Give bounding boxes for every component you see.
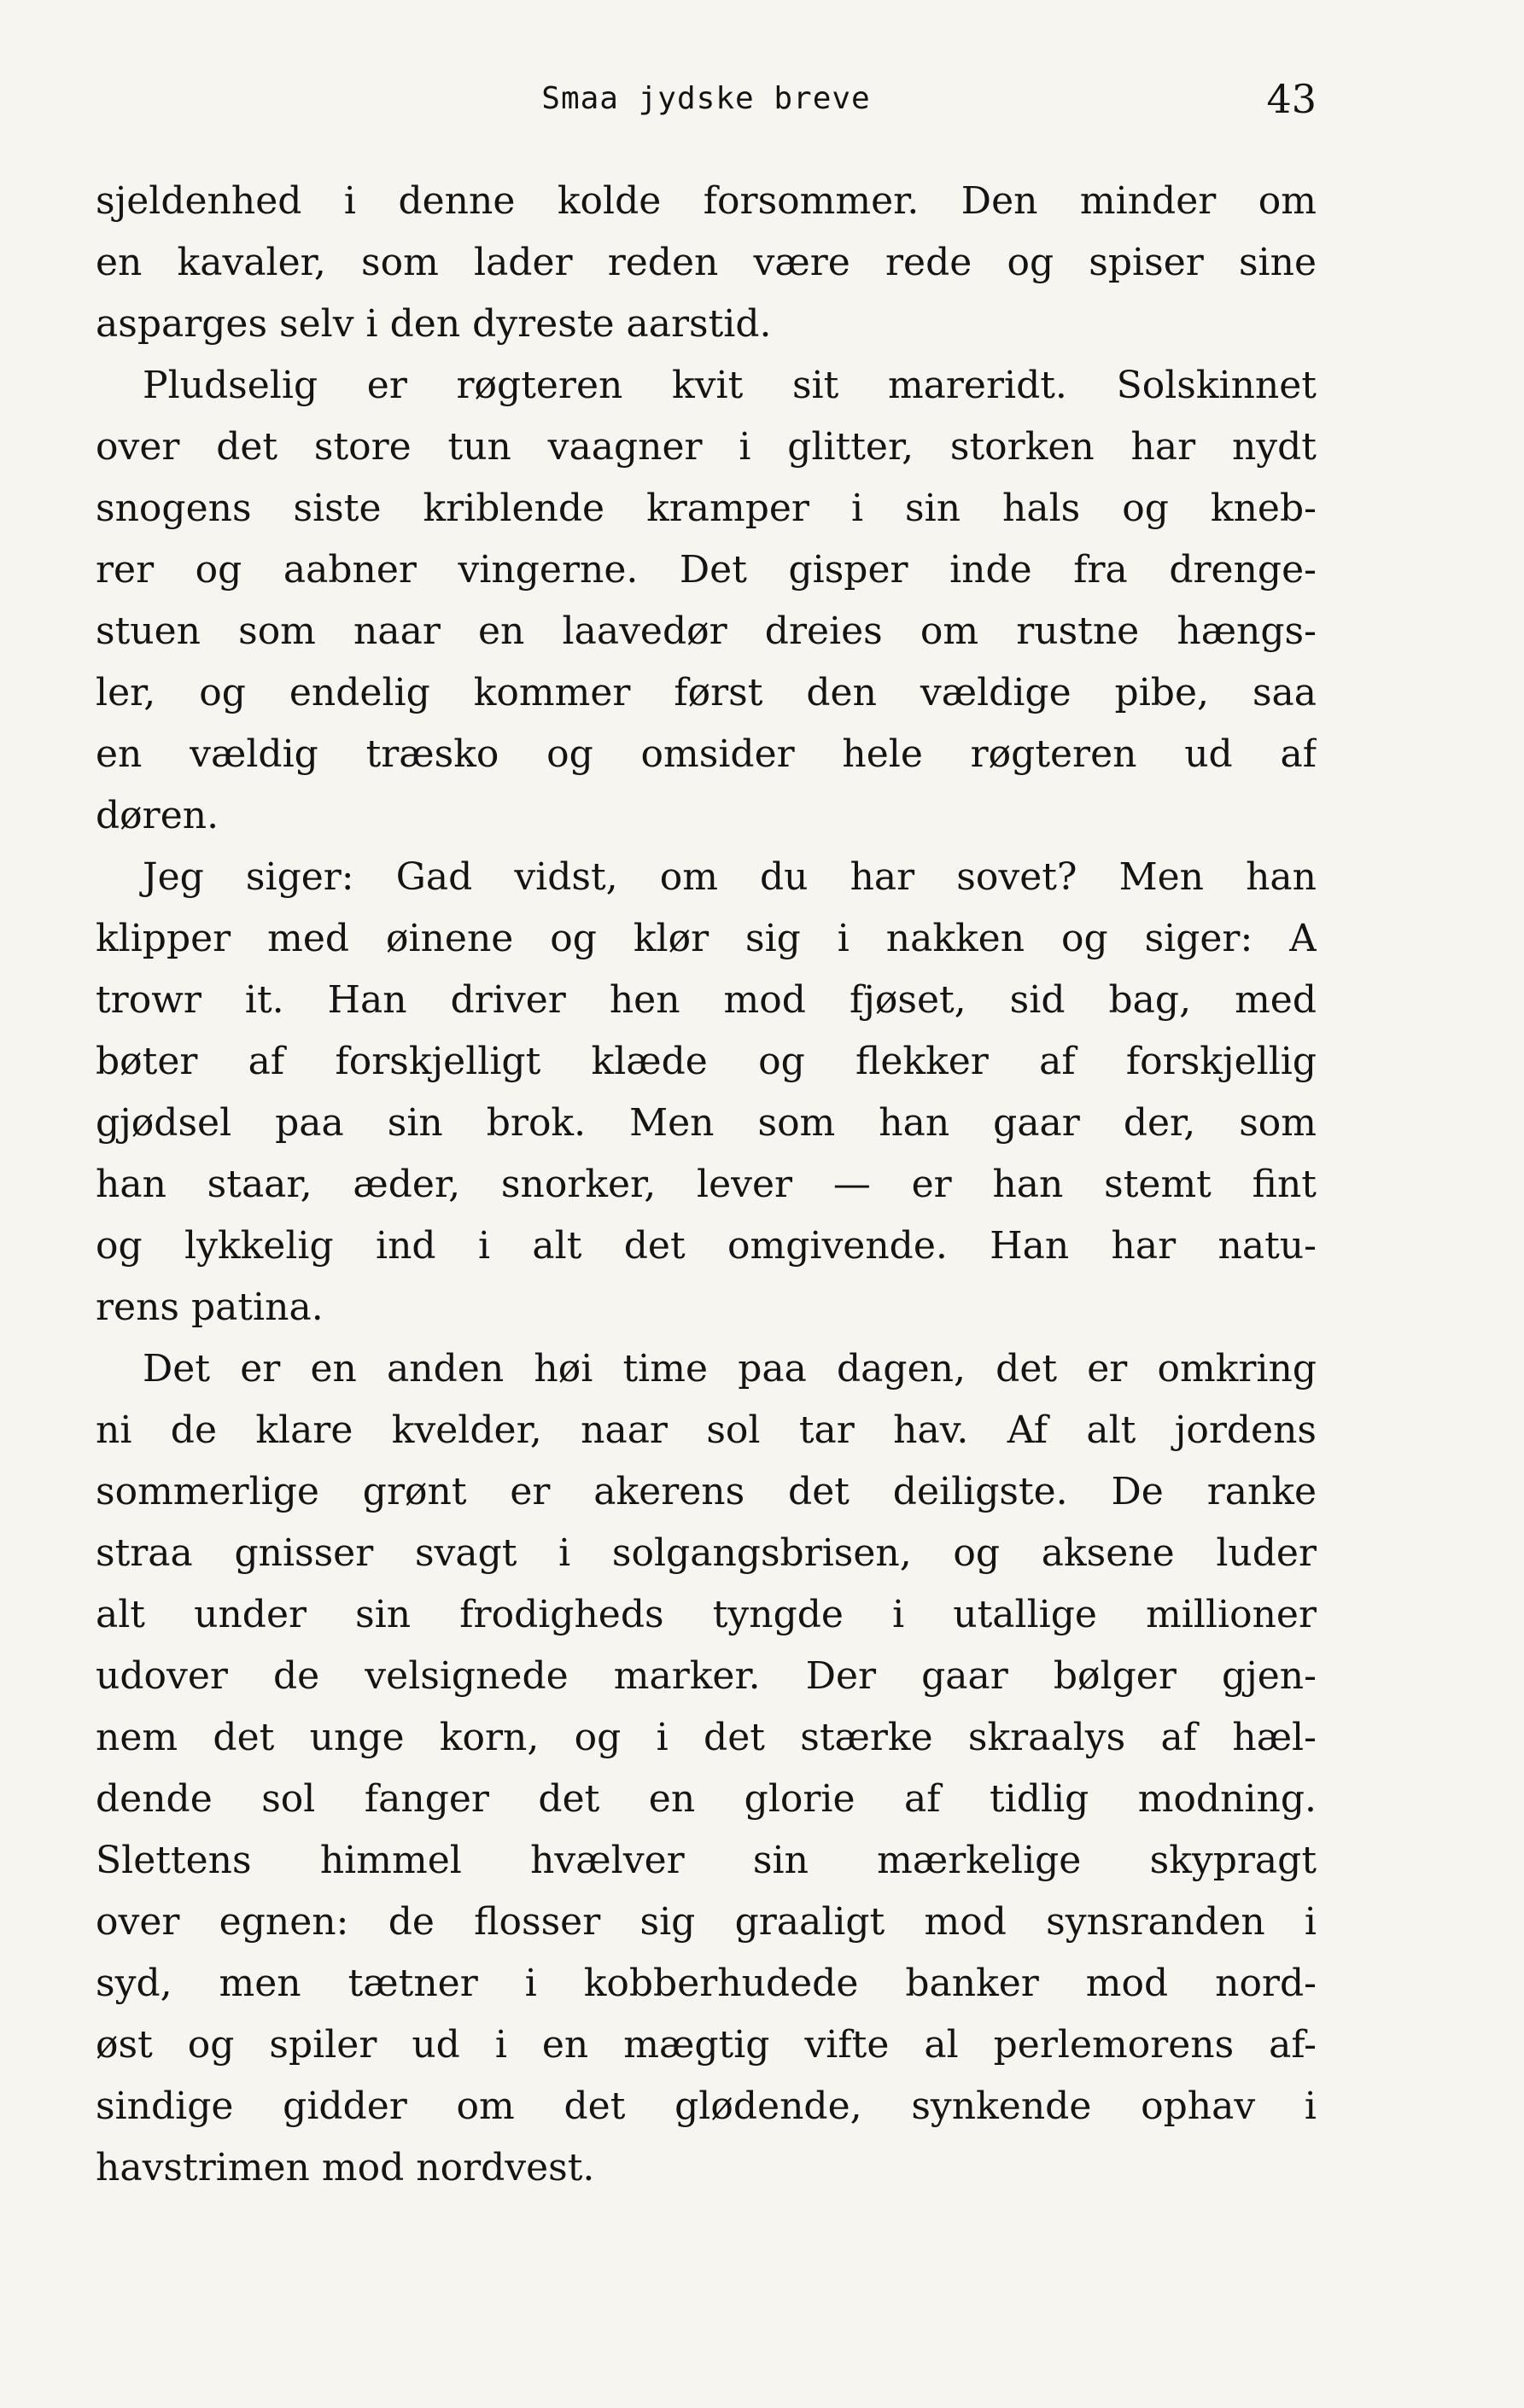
text-line: over egnen: de flosser sig graaligt mod synsranden i — [96, 1900, 1317, 1944]
text-line: straa gnisser svagt i solgangsbrisen, og aksene luder — [96, 1531, 1317, 1575]
text-line: trowr it. Han driver hen mod fjøset, sid bag, med — [96, 978, 1317, 1022]
text-line: alt under sin frodigheds tyngde i utallige millioner — [96, 1593, 1317, 1636]
text-line: klipper med øinene og klør sig i nakken og siger: A — [96, 917, 1317, 960]
text-line: dende sol fanger det en glorie af tidlig modning. — [96, 1777, 1317, 1821]
text-line: bøter af forskjelligt klæde og flekker af forskjellig — [96, 1040, 1317, 1083]
page-number: 43 — [1266, 76, 1317, 122]
text-line: stuen som naar en laavedør dreies om rustne hængs- — [96, 609, 1317, 653]
text-line: Jeg siger: Gad vidst, om du har sovet? Men han — [143, 855, 1317, 899]
paragraph — [96, 355, 1317, 847]
text-line: sommerlige grønt er akerens det deiligste. De ranke — [96, 1470, 1317, 1513]
running-header — [96, 75, 1317, 123]
text-line: gjødsel paa sin brok. Men som han gaar der, som — [96, 1101, 1317, 1145]
paragraph — [96, 171, 1317, 355]
paragraph — [96, 847, 1317, 1338]
text-line: døren. — [96, 794, 219, 837]
text-line: udover de velsignede marker. Der gaar bølger gjen- — [96, 1654, 1317, 1698]
text-line: han staar, æder, snorker, lever — er han stemt fint — [96, 1163, 1317, 1206]
text-line: en kavaler, som lader reden være rede og spiser sine — [96, 241, 1317, 284]
text-line: snogens siste kriblende kramper i sin hals og kneb- — [96, 487, 1317, 530]
text-line: syd, men tætner i kobberhudede banker mod nord- — [96, 1962, 1317, 2005]
running-title: Smaa jydske breve — [541, 81, 871, 116]
text-line: asparges selv i den dyreste aarstid. — [96, 302, 772, 346]
text-line: rens patina. — [96, 1286, 324, 1329]
text-line: og lykkelig ind i alt det omgivende. Han har natu- — [96, 1224, 1317, 1268]
text-line: Slettens himmel hvælver sin mærkelige skypragt — [96, 1839, 1317, 1882]
text-line: havstrimen mod nordvest. — [96, 2146, 595, 2189]
text-line: sindige gidder om det glødende, synkende ophav i — [96, 2084, 1317, 2128]
text-line: rer og aabner vingerne. Det gisper inde fra drenge- — [96, 548, 1317, 592]
paragraph — [96, 1338, 1317, 2199]
text-line: ni de klare kvelder, naar sol tar hav. Af alt jordens — [96, 1408, 1317, 1452]
text-line: Det er en anden høi time paa dagen, det er omkring — [143, 1347, 1317, 1391]
text-line: nem det unge korn, og i det stærke skraalys af hæl- — [96, 1716, 1317, 1759]
text-line: øst og spiler ud i en mægtig vifte al perlemorens af- — [96, 2023, 1317, 2067]
body-text — [96, 171, 1317, 2199]
text-line: ler, og endelig kommer først den vældige pibe, saa — [96, 671, 1317, 714]
text-line: Pludselig er røgteren kvit sit mareridt. Solskinnet — [143, 364, 1317, 407]
text-line: over det store tun vaagner i glitter, storken har nydt — [96, 425, 1317, 469]
text-line: sjeldenhed i denne kolde forsommer. Den minder om — [96, 179, 1317, 223]
text-line: en vældig træsko og omsider hele røgteren ud af — [96, 732, 1317, 776]
